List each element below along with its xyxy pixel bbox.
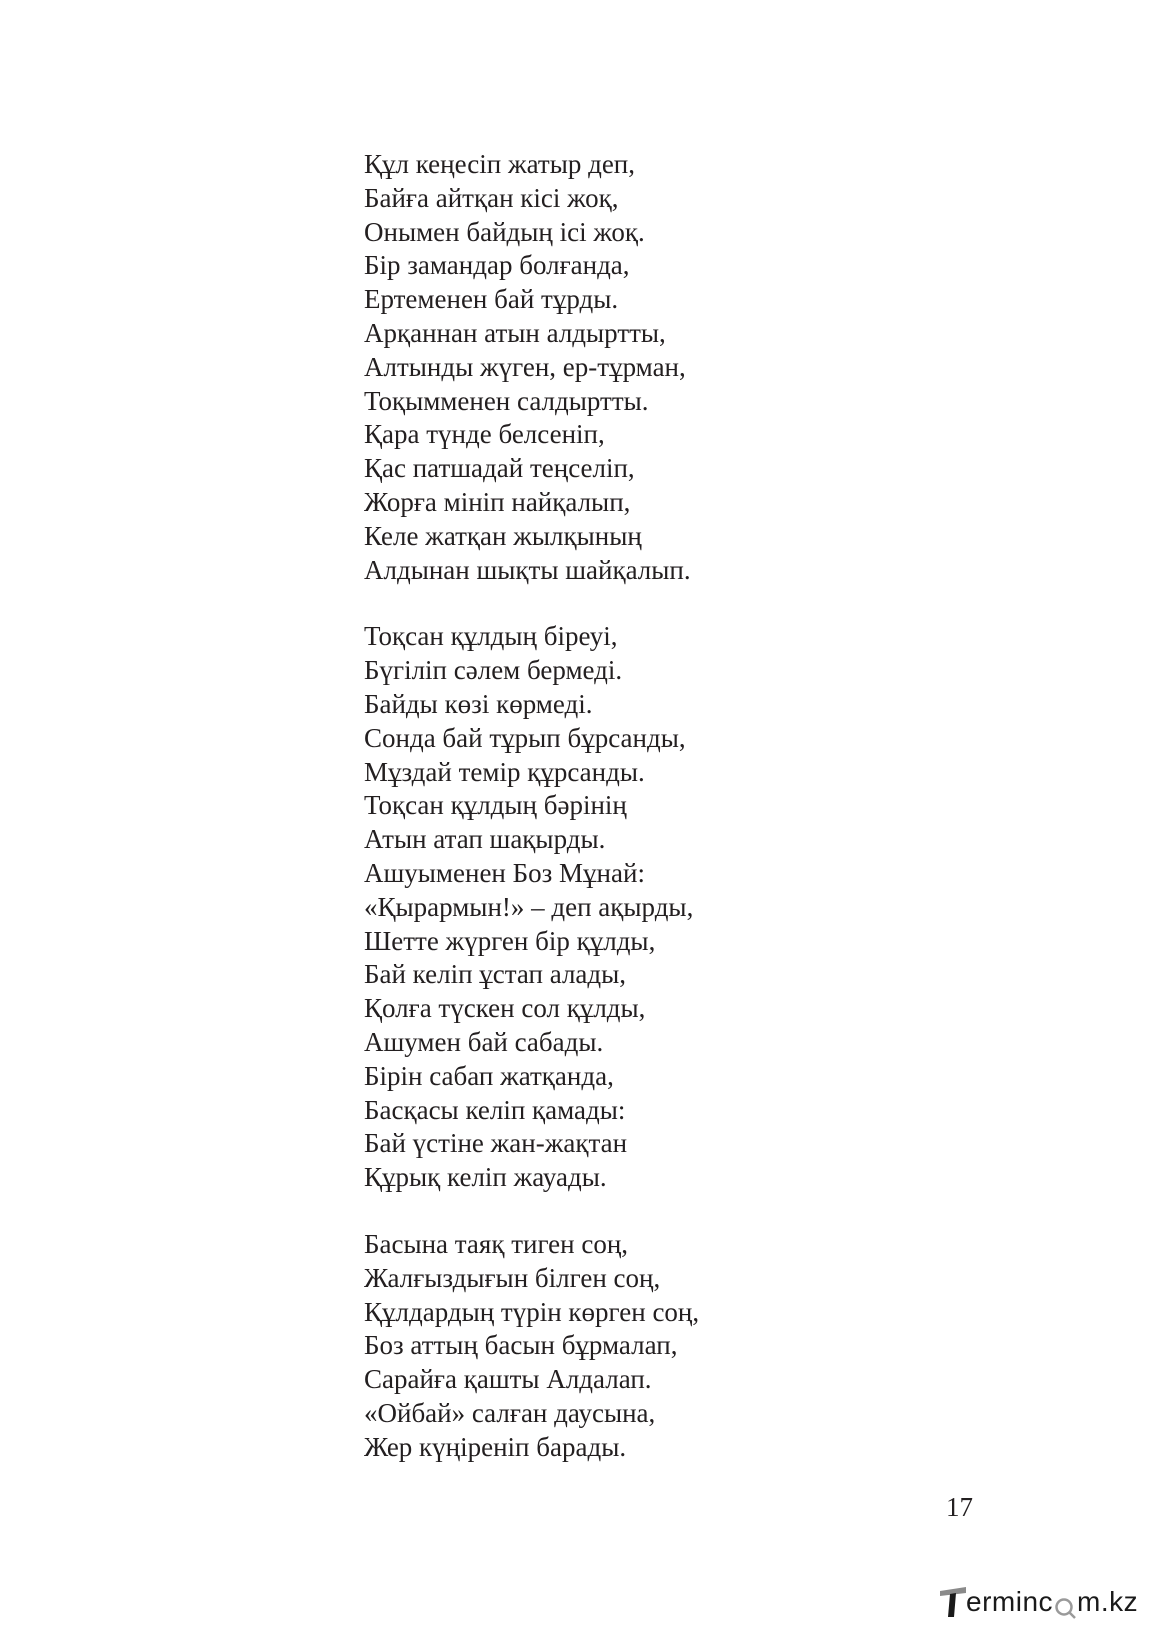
- watermark: [940, 1582, 1150, 1622]
- poem-line: Тоқымменен салдыртты.: [364, 385, 649, 416]
- watermark-prefix: ermin: [966, 1586, 1039, 1617]
- poem-line: Арқаннан атын алдыртты,: [364, 317, 666, 348]
- poem-line: Алдынан шықты шайқалып.: [364, 554, 691, 585]
- poem-line: Басына таяқ тиген соң,: [364, 1228, 629, 1259]
- poem-line: Бүгіліп сәлем бермеді.: [364, 655, 623, 686]
- poem-line: Онымен байдың ісі жоқ.: [364, 216, 645, 247]
- poem-line: Құл кеңесіп жатыр деп,: [364, 149, 636, 179]
- poem-line: Сарайға қашты Алдалап.: [364, 1364, 652, 1395]
- page-number: 17: [946, 1492, 973, 1522]
- poem-line: Басқасы келіп қамады:: [364, 1094, 626, 1125]
- poem-line: Боз аттың басын бұрмалап,: [364, 1330, 678, 1361]
- poem-line: Қас патшадай теңселіп,: [364, 453, 635, 484]
- poem-line: Бір замандар болғанда,: [364, 250, 630, 281]
- poem-line: Қолға түскен сол құлды,: [364, 993, 646, 1024]
- poem-line: Бай үстіне жан-жақтан: [364, 1128, 628, 1159]
- magnifier-icon: [1054, 1593, 1076, 1615]
- poem-line: Келе жатқан жылқының: [364, 520, 642, 551]
- poem-line: «Ойбай» салған даусына,: [364, 1397, 656, 1428]
- poem-line: Бірін сабап жатқанда,: [364, 1060, 614, 1091]
- stanza-2: [364, 620, 884, 1195]
- poem-line: Жалғыздығын білген соң,: [364, 1262, 661, 1293]
- poem-line: Тоқсан құлдың бәрінің: [364, 790, 627, 821]
- poem-line: Бай келіп ұстап алады,: [364, 959, 627, 990]
- poem-line: Мұздай темір құрсанды.: [364, 756, 645, 787]
- stanza-1: [364, 148, 884, 587]
- stanza-3: [364, 1228, 884, 1465]
- watermark-c: c: [1038, 1586, 1054, 1617]
- poem-line: Ертеменен бай тұрды.: [364, 284, 619, 315]
- poem-line: Жер күңіреніп барады.: [364, 1431, 627, 1462]
- poem-line: Байды көзі көрмеді.: [364, 688, 593, 719]
- poem-line: Жорға мініп найқалып,: [364, 486, 631, 517]
- poem-line: Тоқсан құлдың біреуі,: [364, 621, 618, 652]
- poem-line: Шетте жүрген бір құлды,: [364, 925, 656, 956]
- poem-line: Сонда бай тұрып бұрсанды,: [364, 722, 686, 753]
- poem-line: Байға айтқан кісі жоқ,: [364, 182, 619, 213]
- poem-line: Алтынды жүген, ер-тұрман,: [364, 351, 686, 382]
- poem-line: Ашумен бай сабады.: [364, 1026, 604, 1057]
- poem-line: Атын атап шақырды.: [364, 824, 606, 855]
- watermark-suffix: m.kz: [1077, 1586, 1139, 1617]
- termincom-logo-icon: [940, 1585, 966, 1619]
- poem-line: Ашуыменен Боз Мұнай:: [364, 857, 645, 888]
- poem-line: «Қырармын!» – деп ақырды,: [364, 891, 694, 922]
- poem: [364, 148, 884, 1497]
- watermark-text: [966, 1585, 1138, 1619]
- poem-line: Құрық келіп жауады.: [364, 1162, 607, 1193]
- poem-line: Қара түнде белсеніп,: [364, 419, 605, 450]
- poem-line: Құлдардың түрін көрген соң,: [364, 1296, 700, 1327]
